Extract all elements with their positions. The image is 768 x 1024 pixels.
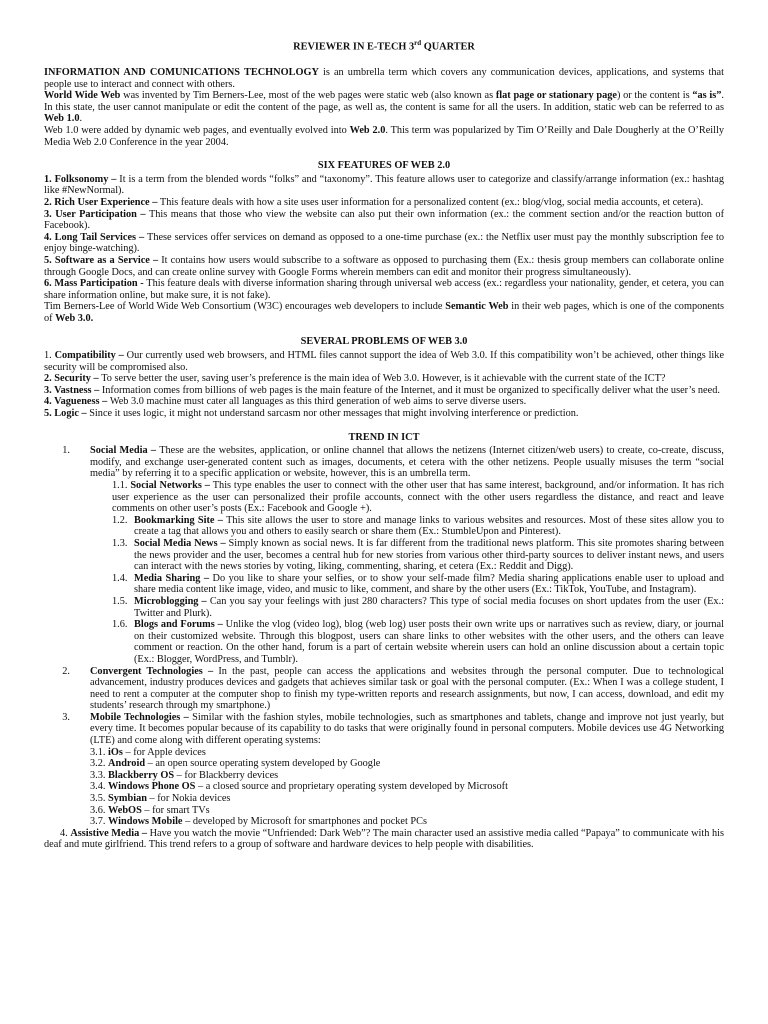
problem-label: Vagueness – <box>54 396 110 408</box>
problem-item <box>44 350 724 373</box>
trend-text: Have you watch the movie “Unfriended: Dark Web”? The main character used an assistive media called “Papaya” to communicate with his deaf and mute girlfriend. This trend refers to a group of software and hardware devices to help people with disabilities. <box>44 827 725 851</box>
sub-item-microblogging <box>112 596 724 619</box>
sub-item-social-news <box>112 538 724 573</box>
os-list <box>90 747 724 828</box>
sub-number: 1.5. <box>112 595 128 607</box>
trends-heading: TREND IN ICT <box>348 431 420 443</box>
web2-text: . This term was popularized by Tim O’Reilly and Dale Dougherly at the O’Reilly Media Web 2.0 Conference in the year 2004. <box>44 124 724 148</box>
os-number: 3.6. <box>90 804 109 816</box>
sub-label: Bookmarking Site – <box>134 514 227 526</box>
problems-heading: SEVERAL PROBLEMS OF WEB 3.0 <box>300 336 468 348</box>
os-label: Symbian <box>108 793 147 805</box>
sub-text: Unlike the vlog (video log), blog (web log) user posts their own write ups or narratives such as review, diary, or journal on their customized website. Through this blogpost, users can share links to other websites with the other users, and the others can leave comment or reaction. On the other hand, forum is a part of certain website wherein users can hold an online discussion about a certain topic (Ex.: Blogger, WordPress, and Tumblr). <box>134 619 724 665</box>
os-item <box>90 781 724 793</box>
w3c-bold: Semantic Web <box>445 301 509 313</box>
problem-item <box>44 408 724 420</box>
sub-label: Social Media News – <box>134 537 229 549</box>
sub-number: 1.6. <box>112 619 128 631</box>
sub-number: 1.3. <box>112 537 128 549</box>
trend-body <box>90 445 724 480</box>
os-item <box>90 805 724 817</box>
sub-body <box>134 573 724 596</box>
problem-text: To serve better the user, saving user’s preference is the main idea of Web 3.0. However, is it achievable with the current state of the ICT? <box>101 373 666 385</box>
os-item <box>90 770 724 782</box>
sub-label: Microblogging – <box>134 595 210 607</box>
trend-item-mobile <box>44 712 724 747</box>
features-list <box>44 174 724 302</box>
title-text: REVIEWER IN E-TECH 3 <box>293 41 415 53</box>
feature-item <box>44 278 724 301</box>
ict-term: INFORMATION AND COMUNICATIONS TECHNOLOGY <box>44 67 319 79</box>
www-bold: flat page or stationary page <box>495 90 617 102</box>
www-bold: Web 1.0 <box>44 113 80 125</box>
trend-item-social-media <box>44 445 724 480</box>
sub-body <box>134 538 724 573</box>
problem-number: 5. <box>44 408 55 420</box>
sub-number: 1.2. <box>112 514 128 526</box>
problem-text: Our currently used web browsers, and HTML files cannot support the idea of Web 3.0. If this compatibility won’t be achieved, other things like security will be compromised also. <box>44 350 725 373</box>
title-rest: QUARTER <box>421 41 475 53</box>
sub-body <box>134 515 724 538</box>
web2-paragraph <box>44 125 724 148</box>
w3c-text: in their web pages, which is one of the components of <box>44 301 724 324</box>
trend-item-convergent <box>44 666 724 712</box>
feature-item <box>44 209 724 232</box>
ict-paragraph <box>44 67 724 90</box>
trend-number: 1. <box>62 445 70 457</box>
w3c-paragraph <box>44 301 724 324</box>
feature-label: 6. Mass Participation - <box>44 278 147 290</box>
trend-label: Mobile Technologies – <box>90 711 193 723</box>
os-text: – for Apple devices <box>122 746 206 758</box>
trend-body <box>90 712 724 747</box>
sub-text: Do you like to share your selfies, or to show your self-made film? Media sharing applications enable user to upload and share media content like image, video, and music to like, comment, and share by the other users (Ex.: TikTok, YouTube, and Instagram). <box>134 572 725 596</box>
problem-label: Logic – <box>54 408 90 420</box>
os-text: – for smart TVs <box>141 804 210 816</box>
feature-item <box>44 232 724 255</box>
os-number: 3.7. <box>90 816 109 828</box>
problem-item <box>44 396 724 408</box>
os-label: Blackberry OS <box>108 769 175 781</box>
trend-number: 2. <box>62 665 70 677</box>
trend-text: Similar with the fashion styles, mobile technologies, such as smartphones and tablets, change and improve not just yearly, but every time. It becomes popular because of its capability to do tasks that were originally found in personal computers. Mobile devices use 4G Networking (LTE) and come along with different operating systems: <box>90 711 724 747</box>
sub-number: 1.1. <box>112 480 131 492</box>
sub-item-bookmarking <box>112 515 724 538</box>
w3c-bold: Web 3.0. <box>55 312 94 324</box>
web2-text: Web 1.0 were added by dynamic web pages, and eventually evolved into <box>44 124 350 136</box>
trend-text: These are the websites, application, or online channel that allows the netizens (Internet citizen/web users) to create, co-create, discuss, modify, and exchange user-generated content such as images, documents, et cetera with the other netizens. People usually misuses the term “social media” by referring it to a specific application or website, however, this is an umbrella term. <box>90 445 724 480</box>
ict-text: is an umbrella term which covers any communication devices, applications, and systems that people use to interact and connect with others. <box>44 67 724 90</box>
problem-text: Information comes from billions of web pages is the main feature of the Internet, and it must be organized to specifically deliver what the user’s need. <box>101 384 720 396</box>
sub-label: Blogs and Forums – <box>134 619 226 631</box>
www-text: . <box>79 113 83 125</box>
www-bold: “as is” <box>692 90 722 102</box>
feature-label: 3. User Participation – <box>44 208 149 220</box>
os-text: – developed by Microsoft for smartphones and pocket PCs <box>182 816 428 828</box>
os-text: – an open source operating system developed by Google <box>145 758 381 770</box>
os-number: 3.3. <box>90 769 109 781</box>
sub-label: Social Networks – <box>130 480 213 492</box>
title-superscript: rd <box>414 39 422 47</box>
www-text: ) or the content is <box>616 90 693 102</box>
sub-text: Can you say your feelings with just 280 characters? This type of social media focuses on short updates from the user (Ex.: Twitter and Plurk). <box>134 595 725 619</box>
feature-text: These services offer services on demand as opposed to a one-time purchase (ex.: the Netflix user must pay the monthly subscription fee to enjoy binge-watching). <box>44 231 724 255</box>
trend-text: In the past, people can access the applications and websites through the personal computer. Due to technological advancement, industry produces devices and gadgets that achieves similar task or goal with the personal computer. (Ex.: When I was a college student, I need to rent a computer at the computer shop to finish my type-written reports and research assignments, but now, I can access, download, and edit my students’ research through my smartphone.) <box>90 665 724 712</box>
sub-text: This type enables the user to connect with the other user that has same interest, background, and/or information. It has rich user experience as the user can personalized their profile accounts, connect with the other users regardless the distance, and react and leave comments on other user’s posts (Ex.: Facebook and Google +). <box>112 480 724 515</box>
os-item <box>90 758 724 770</box>
www-paragraph <box>44 90 724 125</box>
feature-item <box>44 174 724 197</box>
feature-text: It is a term from the blended words “folks” and “taxonomy”. This feature allows user to categorize and classify/arrange information (ex.: hashtag like #NewNormal). <box>44 173 724 197</box>
os-text: – for Nokia devices <box>146 793 231 805</box>
sub-number: 1.4. <box>112 572 128 584</box>
problem-text: Web 3.0 machine must cater all languages as this third generation of web aims to serve diverse users. <box>109 396 527 408</box>
www-text: was invented by Tim Berners-Lee, most of the web pages were static web (also known as <box>120 90 496 102</box>
sub-item-blogs-forums <box>112 619 724 665</box>
feature-label: 4. Long Tail Services – <box>44 231 148 243</box>
problem-number: 3. <box>44 384 55 396</box>
os-label: iOs <box>108 746 123 758</box>
feature-text: This feature deals with diverse information sharing through universal web access (ex.: regardless your nationality, gender, et cetera, you can share information online, but make sure, it is not fake). <box>44 278 724 301</box>
sub-text: Simply known as social news. It is far different from the traditional news platform. This site promotes sharing between the news provider and the user, becomes a central hub for new stories from various other third-party sources to deliver instant news, and users can interact with the news stories by voting, liking, commenting, sharing, et cetera (Ex.: Reddit and Digg). <box>134 537 724 573</box>
sub-item-social-networks <box>112 480 724 515</box>
os-text: – for Blackberry devices <box>174 769 279 781</box>
os-number: 3.1. <box>90 746 109 758</box>
feature-item <box>44 255 724 278</box>
problem-number: 4. <box>44 396 55 408</box>
feature-text: It contains how users would subscribe to a software as opposed to purchasing them (Ex.: thesis group members can collaborate online through Google Docs, and can create online survey with Google Forms wherein members can edit and monitor their progress simultaneously). <box>44 254 724 278</box>
os-number: 3.5. <box>90 793 109 805</box>
os-number: 3.2. <box>90 758 109 770</box>
os-label: Windows Mobile <box>108 816 183 828</box>
trend-label: Social Media – <box>90 445 160 457</box>
os-item <box>90 816 724 828</box>
www-text: . In this state, the user cannot manipulate or edit the content of the page, as well as, the content is same for all the users. In addition, static web can be referred to as <box>44 90 724 113</box>
os-item <box>90 793 724 805</box>
trend-body <box>90 666 724 712</box>
trend-number: 4. <box>60 827 71 839</box>
feature-label: 5. Software as a Service – <box>44 254 162 266</box>
feature-item <box>44 197 724 209</box>
trend-label: Convergent Technologies – <box>90 665 219 677</box>
feature-text: This feature deals with how a site uses user information for a personalized content (ex.: blog/vlog, social media accounts, et cetera). <box>159 196 704 208</box>
feature-text: This means that those who view the website can also put their own information (ex.: the comment section and/or the reaction button of Facebook). <box>44 208 725 232</box>
os-number: 3.4. <box>90 781 109 793</box>
feature-label: 1. Folksonomy – <box>44 173 120 185</box>
trend-label: Assistive Media – <box>70 827 150 839</box>
os-label: WebOS <box>108 804 142 816</box>
problem-label: Security – <box>54 373 102 385</box>
problem-item <box>44 373 724 385</box>
features-heading: SIX FEATURES OF WEB 2.0 <box>317 160 451 172</box>
www-term: World Wide Web <box>44 90 121 102</box>
problem-text: Since it uses logic, it might not understand sarcasm nor other messages that might involving interference or prediction. <box>89 408 579 420</box>
w3c-text: Tim Berners-Lee of World Wide Web Consortium (W3C) encourages web developers to include <box>44 301 446 313</box>
problems-list <box>44 350 724 420</box>
feature-label: 2. Rich User Experience – <box>44 196 160 208</box>
problem-item <box>44 385 724 397</box>
web2-bold: Web 2.0 <box>349 124 386 136</box>
os-label: Windows Phone OS <box>108 781 196 793</box>
problem-label: Vastness – <box>54 384 102 396</box>
sub-item-media-sharing <box>112 573 724 596</box>
os-text: – a closed source and proprietary operating system developed by Microsoft <box>195 781 508 793</box>
sub-body <box>134 596 724 619</box>
sub-label: Media Sharing – <box>134 572 213 584</box>
problem-number: 1. <box>44 350 55 362</box>
os-label: Android <box>108 758 146 770</box>
sub-text: This site allows the user to store and manage links to various websites and resources. Most of these sites allow you to create a tag that allows you and others to easily search or share them (Ex.: StumbleUpon and Pinterest). <box>134 514 725 538</box>
sub-body <box>134 619 724 665</box>
os-item <box>90 747 724 759</box>
page-title <box>44 38 724 53</box>
problem-label: Compatibility – <box>54 350 127 362</box>
trend-item-assistive <box>44 828 724 851</box>
trend-number: 3. <box>62 711 70 723</box>
problem-number: 2. <box>44 373 55 385</box>
